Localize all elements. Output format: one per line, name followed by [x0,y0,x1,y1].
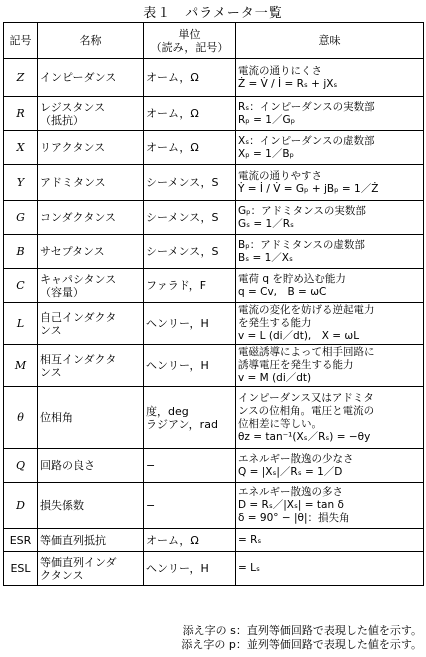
cell-unit: 度，deg ラジアン，rad [144,387,236,449]
table-row [4,235,424,269]
cell-name: キャパシタンス （容量） [38,269,144,303]
table-body [4,59,424,586]
cell-unit: ヘンリー，H [144,303,236,345]
meaning-line: エネルギー散逸の少なさ [238,452,354,465]
cell-name: インピーダンス [38,59,144,97]
cell-name: 等価直列インダ クタンス [38,552,144,586]
table-row [4,131,424,165]
cell-meaning [236,165,424,201]
cell-meaning [236,269,424,303]
table-row [4,59,424,97]
table-row [4,483,424,529]
cell-name: レジスタンス （抵抗） [38,97,144,131]
header-name: 名称 [38,23,144,59]
meaning-line: 電流の通りにくさ [238,64,322,77]
cell-unit: ヘンリー，H [144,345,236,387]
cell-symbol: B [4,235,38,269]
meaning-line: Ż = V̇ / İ = Rₛ + jXₛ [238,77,338,90]
cell-unit: シーメンス，S [144,201,236,235]
table-row [4,387,424,449]
cell-symbol: D [4,483,38,529]
meaning-line: 電流の通りやすさ [238,169,322,182]
cell-unit: ヘンリー，H [144,552,236,586]
meaning-line: q = Cv, B = ωC [238,285,327,298]
meaning-line: ンスの位相角。電圧と電流の [238,404,375,417]
cell-symbol: L [4,303,38,345]
cell-name: 等価直列抵抗 [38,529,144,552]
cell-unit: − [144,483,236,529]
meaning-line: 電磁誘導によって相手回路に [238,346,375,358]
meaning-line: Xₛ：インピーダンスの虚数部 [238,134,375,147]
footnotes [181,624,422,652]
cell-meaning [236,483,424,529]
meaning-line: Xₚ = 1／Bₚ [238,147,295,160]
table-row [4,201,424,235]
meaning-line: Bₛ = 1／Xₛ [238,251,293,264]
meaning-line: を発生する能力 [238,317,312,329]
meaning-line: = Lₛ [238,562,260,574]
meaning-line: v = M (di／dt) [238,372,312,384]
table-row [4,303,424,345]
cell-name: 損失係数 [38,483,144,529]
meaning-line: δ = 90° − |θ|：損失角 [238,512,350,524]
table-row [4,269,424,303]
cell-unit: − [144,449,236,483]
meaning-line: 電荷 q を貯め込む能力 [238,272,346,285]
meaning-line: Bₚ：アドミタンスの虚数部 [238,238,365,251]
header-symbol: 記号 [4,23,38,59]
cell-meaning [236,529,424,552]
footnote-series: 添え字の s：直列等価回路で表現した値を示す。 [182,624,422,637]
cell-symbol: Y [4,165,38,201]
cell-meaning [236,303,424,345]
cell-symbol: M [4,345,38,387]
cell-unit: シーメンス，S [144,165,236,201]
cell-symbol: G [4,201,38,235]
cell-meaning [236,235,424,269]
cell-unit: オーム，Ω [144,59,236,97]
cell-unit: ファラド，F [144,269,236,303]
meaning-line: Ẏ = İ / V̇ = Gₚ + jBₚ = 1／Ż [238,182,379,195]
meaning-line: Rₛ：インピーダンスの実数部 [238,100,375,113]
cell-name: サセプタンス [38,235,144,269]
table-title: 表１ パラメータ一覧 [143,6,283,21]
footnote-parallel: 添え字の p：並列等価回路で表現した値を示す。 [181,638,422,651]
table-row [4,529,424,552]
meaning-line: θz = tan⁻¹(Xₛ／Rₛ) = −θy [238,430,371,443]
meaning-line: エネルギー散逸の多さ [238,486,343,498]
table-row [4,449,424,483]
cell-meaning [236,131,424,165]
cell-unit: オーム，Ω [144,97,236,131]
table-row [4,345,424,387]
cell-name: コンダクタンス [38,201,144,235]
meaning-line: = Rₛ [238,533,262,546]
meaning-line: 位相差に等しい。 [238,417,322,430]
cell-name: 自己インダクタ ンス [38,303,144,345]
header-row [4,23,424,59]
cell-unit: オーム，Ω [144,131,236,165]
meaning-line: 誘導電圧を発生する能力 [238,359,354,371]
cell-meaning [236,449,424,483]
meaning-line: Q = |Xₛ|／Rₛ = 1／D [238,465,343,478]
cell-name: リアクタンス [38,131,144,165]
cell-meaning [236,201,424,235]
table-row [4,552,424,586]
cell-unit: シーメンス，S [144,235,236,269]
meaning-line: Gₛ = 1／Rₛ [238,217,294,230]
cell-symbol: C [4,269,38,303]
cell-meaning [236,387,424,449]
cell-name: 回路の良さ [38,449,144,483]
cell-symbol: X [4,131,38,165]
meaning-line: Rₚ = 1／Gₚ [238,113,296,126]
cell-name: 位相角 [38,387,144,449]
parameter-table [3,22,424,586]
cell-symbol: ESR [4,529,38,552]
cell-meaning [236,59,424,97]
meaning-line: v = L (di／dt), X = ωL [238,330,360,342]
table-row [4,97,424,131]
meaning-line: 電流の変化を妨げる逆起電力 [238,304,375,316]
meaning-line: Gₚ：アドミタンスの実数部 [238,204,366,217]
meaning-line: D = Rₛ／|Xₛ| = tan δ [238,499,344,511]
cell-symbol: R [4,97,38,131]
cell-symbol: θ [4,387,38,449]
cell-symbol: Q [4,449,38,483]
header-unit: 単位 （読み，記号） [144,23,236,59]
cell-unit: オーム，Ω [144,529,236,552]
cell-name: アドミタンス [38,165,144,201]
cell-name: 相互インダクタ ンス [38,345,144,387]
cell-meaning [236,552,424,586]
cell-symbol: ESL [4,552,38,586]
cell-meaning [236,97,424,131]
header-meaning: 意味 [236,23,424,59]
cell-symbol: Z [4,59,38,97]
cell-meaning [236,345,424,387]
table-row [4,165,424,201]
meaning-line: インピーダンス又はアドミタ [238,391,374,404]
